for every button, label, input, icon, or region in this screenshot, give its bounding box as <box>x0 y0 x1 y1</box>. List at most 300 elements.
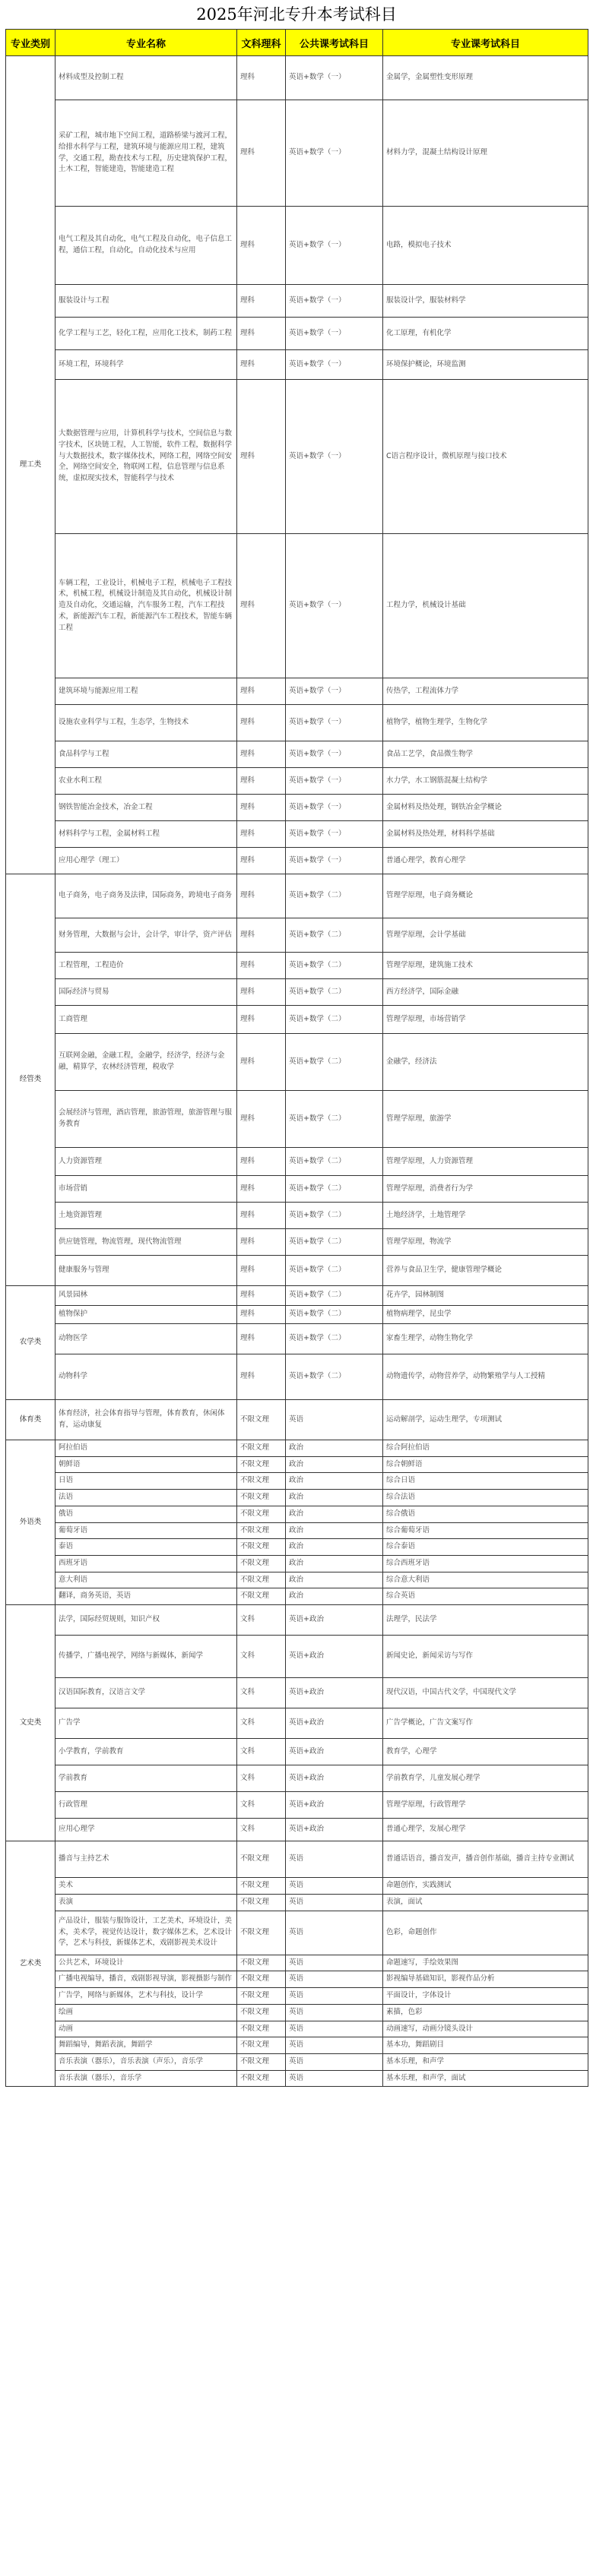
major-subject-cell: 运动解剖学，运动生理学，专项测试 <box>383 1400 588 1440</box>
table-row <box>6 1456 588 1473</box>
public-subject-cell: 英语+数学（二） <box>286 1091 383 1148</box>
table-row <box>6 318 588 350</box>
major-subject-cell: 动画速写，动画分镜头设计 <box>383 2021 588 2037</box>
category-cell: 文史类 <box>6 1605 55 1841</box>
major-subject-cell: 管理学原理，行政管理学 <box>383 1792 588 1819</box>
table-row <box>6 207 588 285</box>
stream-cell: 理科 <box>237 318 286 350</box>
major-name-cell: 服装设计与工程 <box>55 285 237 318</box>
major-subject-cell: 综合日语 <box>383 1473 588 1490</box>
major-subject-cell: 法理学，民法学 <box>383 1605 588 1636</box>
public-subject-cell: 英语 <box>286 2004 383 2021</box>
major-name-cell: 广告学 <box>55 1708 237 1739</box>
public-subject-cell: 英语+数学（一） <box>286 207 383 285</box>
public-subject-cell: 政治 <box>286 1556 383 1572</box>
public-subject-cell: 英语+数学（一） <box>286 350 383 380</box>
public-subject-cell: 英语 <box>286 1988 383 2005</box>
public-subject-cell: 英语+数学（一） <box>286 100 383 207</box>
table-row <box>6 1636 588 1678</box>
table-row <box>6 1306 588 1324</box>
table-row <box>6 1765 588 1792</box>
stream-cell: 不限文理 <box>237 2053 286 2070</box>
public-subject-cell: 英语+政治 <box>286 1678 383 1708</box>
major-name-cell: 法学，国际经贸规则，知识产权 <box>55 1605 237 1636</box>
major-subject-cell: 管理学原理，旅游学 <box>383 1091 588 1148</box>
major-name-cell: 法语 <box>55 1490 237 1506</box>
table-header-row <box>6 30 588 56</box>
major-name-cell: 工商管理 <box>55 1006 237 1034</box>
public-subject-cell: 英语+数学（二） <box>286 979 383 1006</box>
stream-cell: 不限文理 <box>237 1988 286 2005</box>
stream-cell: 理科 <box>237 705 286 741</box>
table-row <box>6 1678 588 1708</box>
major-name-cell: 市场营销 <box>55 1176 237 1203</box>
major-subject-cell: 金属学，金属塑性变形原理 <box>383 56 588 100</box>
table-row <box>6 1739 588 1765</box>
stream-cell: 理科 <box>237 100 286 207</box>
major-name-cell: 泰语 <box>55 1539 237 1556</box>
public-subject-cell: 英语+数学（一） <box>286 848 383 874</box>
public-subject-cell: 英语+数学（二） <box>286 1034 383 1091</box>
table-row <box>6 874 588 918</box>
public-subject-cell: 英语 <box>286 2037 383 2054</box>
public-subject-cell: 英语+数学（一） <box>286 705 383 741</box>
table-row <box>6 1324 588 1354</box>
public-subject-cell: 政治 <box>286 1490 383 1506</box>
major-subject-cell: 命题速写，手绘效果图 <box>383 1955 588 1971</box>
major-name-cell: 动物医学 <box>55 1324 237 1354</box>
stream-cell: 文科 <box>237 1739 286 1765</box>
stream-cell: 理科 <box>237 821 286 848</box>
table-row <box>6 1091 588 1148</box>
public-subject-cell: 英语+数学（一） <box>286 285 383 318</box>
major-name-cell: 美术 <box>55 1878 237 1895</box>
table-row <box>6 285 588 318</box>
major-subject-cell: 管理学原理，人力资源管理 <box>383 1148 588 1176</box>
table-row <box>6 100 588 207</box>
table-row <box>6 1539 588 1556</box>
major-subject-cell: 西方经济学，国际金融 <box>383 979 588 1006</box>
public-subject-cell: 政治 <box>286 1539 383 1556</box>
stream-cell: 文科 <box>237 1708 286 1739</box>
major-subject-cell: 学前教育学，儿童发展心理学 <box>383 1765 588 1792</box>
table-row <box>6 350 588 380</box>
table-row <box>6 1490 588 1506</box>
major-subject-cell: 综合阿拉伯语 <box>383 1440 588 1457</box>
major-subject-cell: 综合英语 <box>383 1588 588 1605</box>
major-subject-cell: 动物遗传学，动物营养学，动物繁殖学与人工授精 <box>383 1354 588 1400</box>
table-row <box>6 1203 588 1229</box>
table-row <box>6 534 588 678</box>
table-row <box>6 1819 588 1841</box>
major-name-cell: 体育经济，社会体育指导与管理，体育教育，休闲体育，运动康复 <box>55 1400 237 1440</box>
table-row <box>6 678 588 705</box>
major-name-cell: 供应链管理，物流管理，现代物流管理 <box>55 1229 237 1256</box>
major-name-cell: 产品设计，服装与服饰设计，工艺美术，环境设计，美术，美术学，视觉传达设计，数字媒体艺术，艺术设计学，艺术与科技，新媒体艺术，戏剧影视美术设计 <box>55 1911 237 1955</box>
stream-cell: 文科 <box>237 1819 286 1841</box>
public-subject-cell: 英语 <box>286 2053 383 2070</box>
major-name-cell: 阿拉伯语 <box>55 1440 237 1457</box>
major-name-cell: 车辆工程，工业设计，机械电子工程，机械电子工程技术，机械工程，机械设计制造及其自动化，机械设计制造及自动化，交通运输，汽车服务工程，汽车工程技术，新能源汽车工程，新能源汽车工程技术，智能车辆工程 <box>55 534 237 678</box>
major-name-cell: 西班牙语 <box>55 1556 237 1572</box>
major-name-cell: 日语 <box>55 1473 237 1490</box>
major-subject-cell: 营养与食品卫生学，健康管理学概论 <box>383 1256 588 1286</box>
table-row <box>6 918 588 953</box>
public-subject-cell: 英语 <box>286 1878 383 1895</box>
public-subject-cell: 英语 <box>286 1400 383 1440</box>
stream-cell: 不限文理 <box>237 1971 286 1988</box>
table-row <box>6 1894 588 1911</box>
major-name-cell: 财务管理，大数据与会计，会计学，审计学，资产评估 <box>55 918 237 953</box>
stream-cell: 不限文理 <box>237 1506 286 1522</box>
major-subject-cell: 基本功，舞蹈剧目 <box>383 2037 588 2054</box>
stream-cell: 理科 <box>237 1091 286 1148</box>
public-subject-cell: 英语+政治 <box>286 1792 383 1819</box>
public-subject-cell: 英语+数学（二） <box>286 1286 383 1306</box>
stream-cell: 不限文理 <box>237 1572 286 1588</box>
table-row <box>6 1911 588 1955</box>
table-row <box>6 1971 588 1988</box>
stream-cell: 理科 <box>237 380 286 534</box>
major-name-cell: 应用心理学（理工） <box>55 848 237 874</box>
public-subject-cell: 英语 <box>286 1841 383 1878</box>
major-name-cell: 公共艺术，环境设计 <box>55 1955 237 1971</box>
major-subject-cell: 综合俄语 <box>383 1506 588 1522</box>
public-subject-cell: 英语+数学（一） <box>286 380 383 534</box>
table-row <box>6 1708 588 1739</box>
public-subject-cell: 政治 <box>286 1588 383 1605</box>
stream-cell: 不限文理 <box>237 1440 286 1457</box>
category-cell: 体育类 <box>6 1400 55 1440</box>
stream-cell: 不限文理 <box>237 1400 286 1440</box>
major-name-cell: 植物保护 <box>55 1306 237 1324</box>
table-row <box>6 1522 588 1539</box>
major-subject-cell: 水力学，水工钢筋混凝土结构学 <box>383 768 588 795</box>
major-subject-cell: 管理学原理，电子商务概论 <box>383 874 588 918</box>
table-row <box>6 1229 588 1256</box>
public-subject-cell: 英语+数学（二） <box>286 1176 383 1203</box>
public-subject-cell: 英语+数学（二） <box>286 1324 383 1354</box>
public-subject-cell: 英语+数学（二） <box>286 1203 383 1229</box>
stream-cell: 理科 <box>237 1256 286 1286</box>
major-name-cell: 化学工程与工艺，轻化工程，应用化工技术，制药工程 <box>55 318 237 350</box>
table-row <box>6 1006 588 1034</box>
major-name-cell: 钢铁智能冶金技术，冶金工程 <box>55 795 237 821</box>
stream-cell: 不限文理 <box>237 1894 286 1911</box>
stream-cell: 不限文理 <box>237 1841 286 1878</box>
table-row <box>6 1988 588 2005</box>
table-row <box>6 1506 588 1522</box>
public-subject-cell: 英语 <box>286 1894 383 1911</box>
public-subject-cell: 英语+数学（一） <box>286 741 383 768</box>
major-name-cell: 葡萄牙语 <box>55 1522 237 1539</box>
table-row <box>6 1440 588 1457</box>
table-row <box>6 705 588 741</box>
major-name-cell: 小学教育，学前教育 <box>55 1739 237 1765</box>
major-name-cell: 广播电视编导，播音，戏剧影视导演，影视摄影与制作 <box>55 1971 237 1988</box>
major-subject-cell: 金属材料及热处理，材料科学基础 <box>383 821 588 848</box>
stream-cell: 理科 <box>237 918 286 953</box>
major-subject-cell: 综合葡萄牙语 <box>383 1522 588 1539</box>
major-name-cell: 广告学，网络与新媒体，艺术与科技，设计学 <box>55 1988 237 2005</box>
major-name-cell: 设施农业科学与工程，生态学，生物技术 <box>55 705 237 741</box>
table-row <box>6 768 588 795</box>
stream-cell: 理科 <box>237 1203 286 1229</box>
table-row <box>6 1473 588 1490</box>
stream-cell: 理科 <box>237 1286 286 1306</box>
table-row <box>6 1256 588 1286</box>
table-row <box>6 741 588 768</box>
table-row <box>6 2070 588 2087</box>
table-row <box>6 56 588 100</box>
major-name-cell: 农业水利工程 <box>55 768 237 795</box>
table-row <box>6 1176 588 1203</box>
major-name-cell: 学前教育 <box>55 1765 237 1792</box>
public-subject-cell: 英语+数学（二） <box>286 1354 383 1400</box>
major-subject-cell: 管理学原理，建筑施工技术 <box>383 953 588 979</box>
stream-cell: 理科 <box>237 534 286 678</box>
table-row <box>6 1588 588 1605</box>
major-name-cell: 会展经济与管理，酒店管理，旅游管理，旅游管理与服务教育 <box>55 1091 237 1148</box>
major-subject-cell: 综合泰语 <box>383 1539 588 1556</box>
stream-cell: 理科 <box>237 1006 286 1034</box>
major-name-cell: 音乐表演（器乐），音乐学 <box>55 2070 237 2087</box>
public-subject-cell: 英语+数学（一） <box>286 795 383 821</box>
major-name-cell: 人力资源管理 <box>55 1148 237 1176</box>
public-subject-cell: 英语+数学（二） <box>286 1306 383 1324</box>
major-name-cell: 意大利语 <box>55 1572 237 1588</box>
major-subject-cell: 管理学原理，会计学基础 <box>383 918 588 953</box>
major-subject-cell: 电路，模拟电子技术 <box>383 207 588 285</box>
public-subject-cell: 英语+政治 <box>286 1765 383 1792</box>
stream-cell: 不限文理 <box>237 1490 286 1506</box>
public-subject-cell: 英语+数学（一） <box>286 678 383 705</box>
stream-cell: 文科 <box>237 1636 286 1678</box>
table-row <box>6 1792 588 1819</box>
public-subject-cell: 英语+数学（二） <box>286 918 383 953</box>
major-subject-cell: 综合法语 <box>383 1490 588 1506</box>
table-row <box>6 1878 588 1895</box>
category-cell: 理工类 <box>6 56 55 874</box>
public-subject-cell: 英语 <box>286 1971 383 1988</box>
major-name-cell: 行政管理 <box>55 1792 237 1819</box>
stream-cell: 理科 <box>237 768 286 795</box>
major-name-cell: 食品科学与工程 <box>55 741 237 768</box>
major-subject-cell: 服装设计学，服装材料学 <box>383 285 588 318</box>
category-cell: 艺术类 <box>6 1841 55 2087</box>
table-row <box>6 1148 588 1176</box>
major-name-cell: 动物科学 <box>55 1354 237 1400</box>
public-subject-cell: 英语+政治 <box>286 1819 383 1841</box>
major-name-cell: 建筑环境与能源应用工程 <box>55 678 237 705</box>
major-subject-cell: 金属材料及热处理，钢铁冶金学概论 <box>383 795 588 821</box>
stream-cell: 理科 <box>237 678 286 705</box>
major-subject-cell: 土地经济学，土地管理学 <box>383 1203 588 1229</box>
stream-cell: 理科 <box>237 953 286 979</box>
major-subject-cell: 普通话语音，播音发声，播音创作基础，播音主持专业测试 <box>383 1841 588 1878</box>
major-name-cell: 环境工程，环境科学 <box>55 350 237 380</box>
major-subject-cell: 普通心理学，发展心理学 <box>383 1819 588 1841</box>
stream-cell: 不限文理 <box>237 2070 286 2087</box>
stream-cell: 理科 <box>237 1229 286 1256</box>
stream-cell: 不限文理 <box>237 1539 286 1556</box>
major-name-cell: 表演 <box>55 1894 237 1911</box>
stream-cell: 不限文理 <box>237 2037 286 2054</box>
public-subject-cell: 英语 <box>286 2070 383 2087</box>
major-subject-cell: 现代汉语，中国古代文学，中国现代文学 <box>383 1678 588 1708</box>
category-cell: 外语类 <box>6 1440 55 1605</box>
public-subject-cell: 政治 <box>286 1572 383 1588</box>
public-subject-cell: 英语+数学（一） <box>286 56 383 100</box>
major-subject-cell: 命题创作，实践测试 <box>383 1878 588 1895</box>
major-subject-cell: 花卉学，园林制图 <box>383 1286 588 1306</box>
major-name-cell: 采矿工程，城市地下空间工程，道路桥梁与渡河工程，给排水科学与工程，建筑环境与能源应用工程，建筑学，交通工程，勘查技术与工程，历史建筑保护工程，土木工程，智能建造，智能建造工程 <box>55 100 237 207</box>
public-subject-cell: 英语+数学（二） <box>286 953 383 979</box>
table-row <box>6 1841 588 1878</box>
table-row <box>6 2004 588 2021</box>
public-subject-cell: 英语+数学（二） <box>286 1229 383 1256</box>
table-row <box>6 848 588 874</box>
public-subject-cell: 英语 <box>286 2021 383 2037</box>
table-row <box>6 953 588 979</box>
major-subject-cell: 素描，色彩 <box>383 2004 588 2021</box>
stream-cell: 理科 <box>237 848 286 874</box>
major-subject-cell: 植物学，植物生理学，生物化学 <box>383 705 588 741</box>
major-subject-cell: 家畜生理学，动物生物化学 <box>383 1324 588 1354</box>
stream-cell: 不限文理 <box>237 1911 286 1955</box>
major-subject-cell: 普通心理学，教育心理学 <box>383 848 588 874</box>
major-name-cell: 朝鲜语 <box>55 1456 237 1473</box>
major-subject-cell: 传热学，工程流体力学 <box>383 678 588 705</box>
major-subject-cell: 植物病理学，昆虫学 <box>383 1306 588 1324</box>
major-subject-cell: 综合西班牙语 <box>383 1556 588 1572</box>
major-subject-cell: 工程力学，机械设计基础 <box>383 534 588 678</box>
major-name-cell: 健康服务与管理 <box>55 1256 237 1286</box>
major-name-cell: 电子商务，电子商务及法律，国际商务，跨境电子商务 <box>55 874 237 918</box>
public-subject-cell: 政治 <box>286 1473 383 1490</box>
exam-subjects-table <box>5 29 588 2087</box>
major-name-cell: 电气工程及其自动化，电气工程及自动化，电子信息工程，通信工程，自动化，自动化技术与应用 <box>55 207 237 285</box>
major-name-cell: 翻译，商务英语，英语 <box>55 1588 237 1605</box>
major-subject-cell: 新闻史论，新闻采访与写作 <box>383 1636 588 1678</box>
table-row <box>6 1034 588 1091</box>
stream-cell: 理科 <box>237 795 286 821</box>
stream-cell: 不限文理 <box>237 2021 286 2037</box>
public-subject-cell: 英语+政治 <box>286 1636 383 1678</box>
major-subject-cell: 综合意大利语 <box>383 1572 588 1588</box>
major-name-cell: 大数据管理与应用，计算机科学与技术，空间信息与数字技术，区块链工程，人工智能，软件工程，数据科学与大数据技术，数字媒体技术，网络工程，网络空间安全，网络空间安全，物联网工程，信息管理与信息系统，虚拟现实技术，智能科学与技术 <box>55 380 237 534</box>
major-subject-cell: 基本乐理，和声学 <box>383 2053 588 2070</box>
major-name-cell: 汉语国际教育，汉语言文学 <box>55 1678 237 1708</box>
major-name-cell: 绘画 <box>55 2004 237 2021</box>
table-row <box>6 1955 588 1971</box>
stream-cell: 不限文理 <box>237 1473 286 1490</box>
public-subject-cell: 英语+数学（二） <box>286 1256 383 1286</box>
stream-cell: 理科 <box>237 56 286 100</box>
table-row <box>6 1286 588 1306</box>
major-subject-cell: C语言程序设计，微机原理与接口技术 <box>383 380 588 534</box>
stream-cell: 不限文理 <box>237 1456 286 1473</box>
table-row <box>6 1400 588 1440</box>
public-subject-cell: 英语+数学（一） <box>286 768 383 795</box>
major-name-cell: 工程管理，工程造价 <box>55 953 237 979</box>
major-subject-cell: 色彩，命题创作 <box>383 1911 588 1955</box>
stream-cell: 不限文理 <box>237 1588 286 1605</box>
major-subject-cell: 管理学原理，市场营销学 <box>383 1006 588 1034</box>
public-subject-cell: 政治 <box>286 1456 383 1473</box>
stream-cell: 理科 <box>237 285 286 318</box>
major-name-cell: 舞蹈编导，舞蹈表演，舞蹈学 <box>55 2037 237 2054</box>
stream-cell: 理科 <box>237 979 286 1006</box>
table-row <box>6 1572 588 1588</box>
major-subject-cell: 综合朝鲜语 <box>383 1456 588 1473</box>
header-public-subjects: 公共课考试科目 <box>286 30 383 56</box>
category-cell: 农学类 <box>6 1286 55 1400</box>
major-name-cell: 土地资源管理 <box>55 1203 237 1229</box>
major-name-cell: 国际经济与贸易 <box>55 979 237 1006</box>
major-name-cell: 传播学，广播电视学，网络与新媒体，新闻学 <box>55 1636 237 1678</box>
public-subject-cell: 英语+数学（二） <box>286 1006 383 1034</box>
stream-cell: 文科 <box>237 1605 286 1636</box>
major-subject-cell: 管理学原理，物流学 <box>383 1229 588 1256</box>
major-name-cell: 播音与主持艺术 <box>55 1841 237 1878</box>
stream-cell: 理科 <box>237 1306 286 1324</box>
public-subject-cell: 英语+数学（二） <box>286 874 383 918</box>
major-name-cell: 音乐表演（器乐），音乐表演（声乐），音乐学 <box>55 2053 237 2070</box>
major-subject-cell: 环境保护概论，环境监测 <box>383 350 588 380</box>
major-subject-cell: 金融学，经济法 <box>383 1034 588 1091</box>
stream-cell: 不限文理 <box>237 1955 286 1971</box>
table-body <box>6 56 588 2087</box>
major-name-cell: 材料成型及控制工程 <box>55 56 237 100</box>
public-subject-cell: 政治 <box>286 1440 383 1457</box>
table-row <box>6 1605 588 1636</box>
major-subject-cell: 食品工艺学，食品微生物学 <box>383 741 588 768</box>
public-subject-cell: 英语+数学（一） <box>286 318 383 350</box>
page-title: 2025年河北专升本考试科目 <box>196 5 397 24</box>
stream-cell: 不限文理 <box>237 1556 286 1572</box>
stream-cell: 理科 <box>237 1148 286 1176</box>
major-subject-cell: 影视编导基础知识，影视作品分析 <box>383 1971 588 1988</box>
public-subject-cell: 政治 <box>286 1506 383 1522</box>
category-cell: 经管类 <box>6 874 55 1286</box>
stream-cell: 理科 <box>237 1034 286 1091</box>
header-stream: 文科理科 <box>237 30 286 56</box>
header-major-subjects: 专业课考试科目 <box>383 30 588 56</box>
major-subject-cell: 教育学，心理学 <box>383 1739 588 1765</box>
stream-cell: 理科 <box>237 1354 286 1400</box>
table-row <box>6 380 588 534</box>
stream-cell: 文科 <box>237 1765 286 1792</box>
stream-cell: 文科 <box>237 1678 286 1708</box>
major-subject-cell: 材料力学，混凝土结构设计原理 <box>383 100 588 207</box>
public-subject-cell: 英语+政治 <box>286 1739 383 1765</box>
major-name-cell: 互联网金融，金融工程，金融学，经济学，经济与金融，精算学，农林经济管理，税收学 <box>55 1034 237 1091</box>
stream-cell: 理科 <box>237 350 286 380</box>
public-subject-cell: 英语+政治 <box>286 1708 383 1739</box>
public-subject-cell: 英语+数学（二） <box>286 1148 383 1176</box>
header-major-name: 专业名称 <box>55 30 237 56</box>
stream-cell: 不限文理 <box>237 1522 286 1539</box>
public-subject-cell: 英语 <box>286 1911 383 1955</box>
major-subject-cell: 管理学原理，消费者行为学 <box>383 1176 588 1203</box>
table-row <box>6 2053 588 2070</box>
table-row <box>6 2037 588 2054</box>
stream-cell: 理科 <box>237 1176 286 1203</box>
table-row <box>6 979 588 1006</box>
public-subject-cell: 英语 <box>286 1955 383 1971</box>
stream-cell: 理科 <box>237 741 286 768</box>
